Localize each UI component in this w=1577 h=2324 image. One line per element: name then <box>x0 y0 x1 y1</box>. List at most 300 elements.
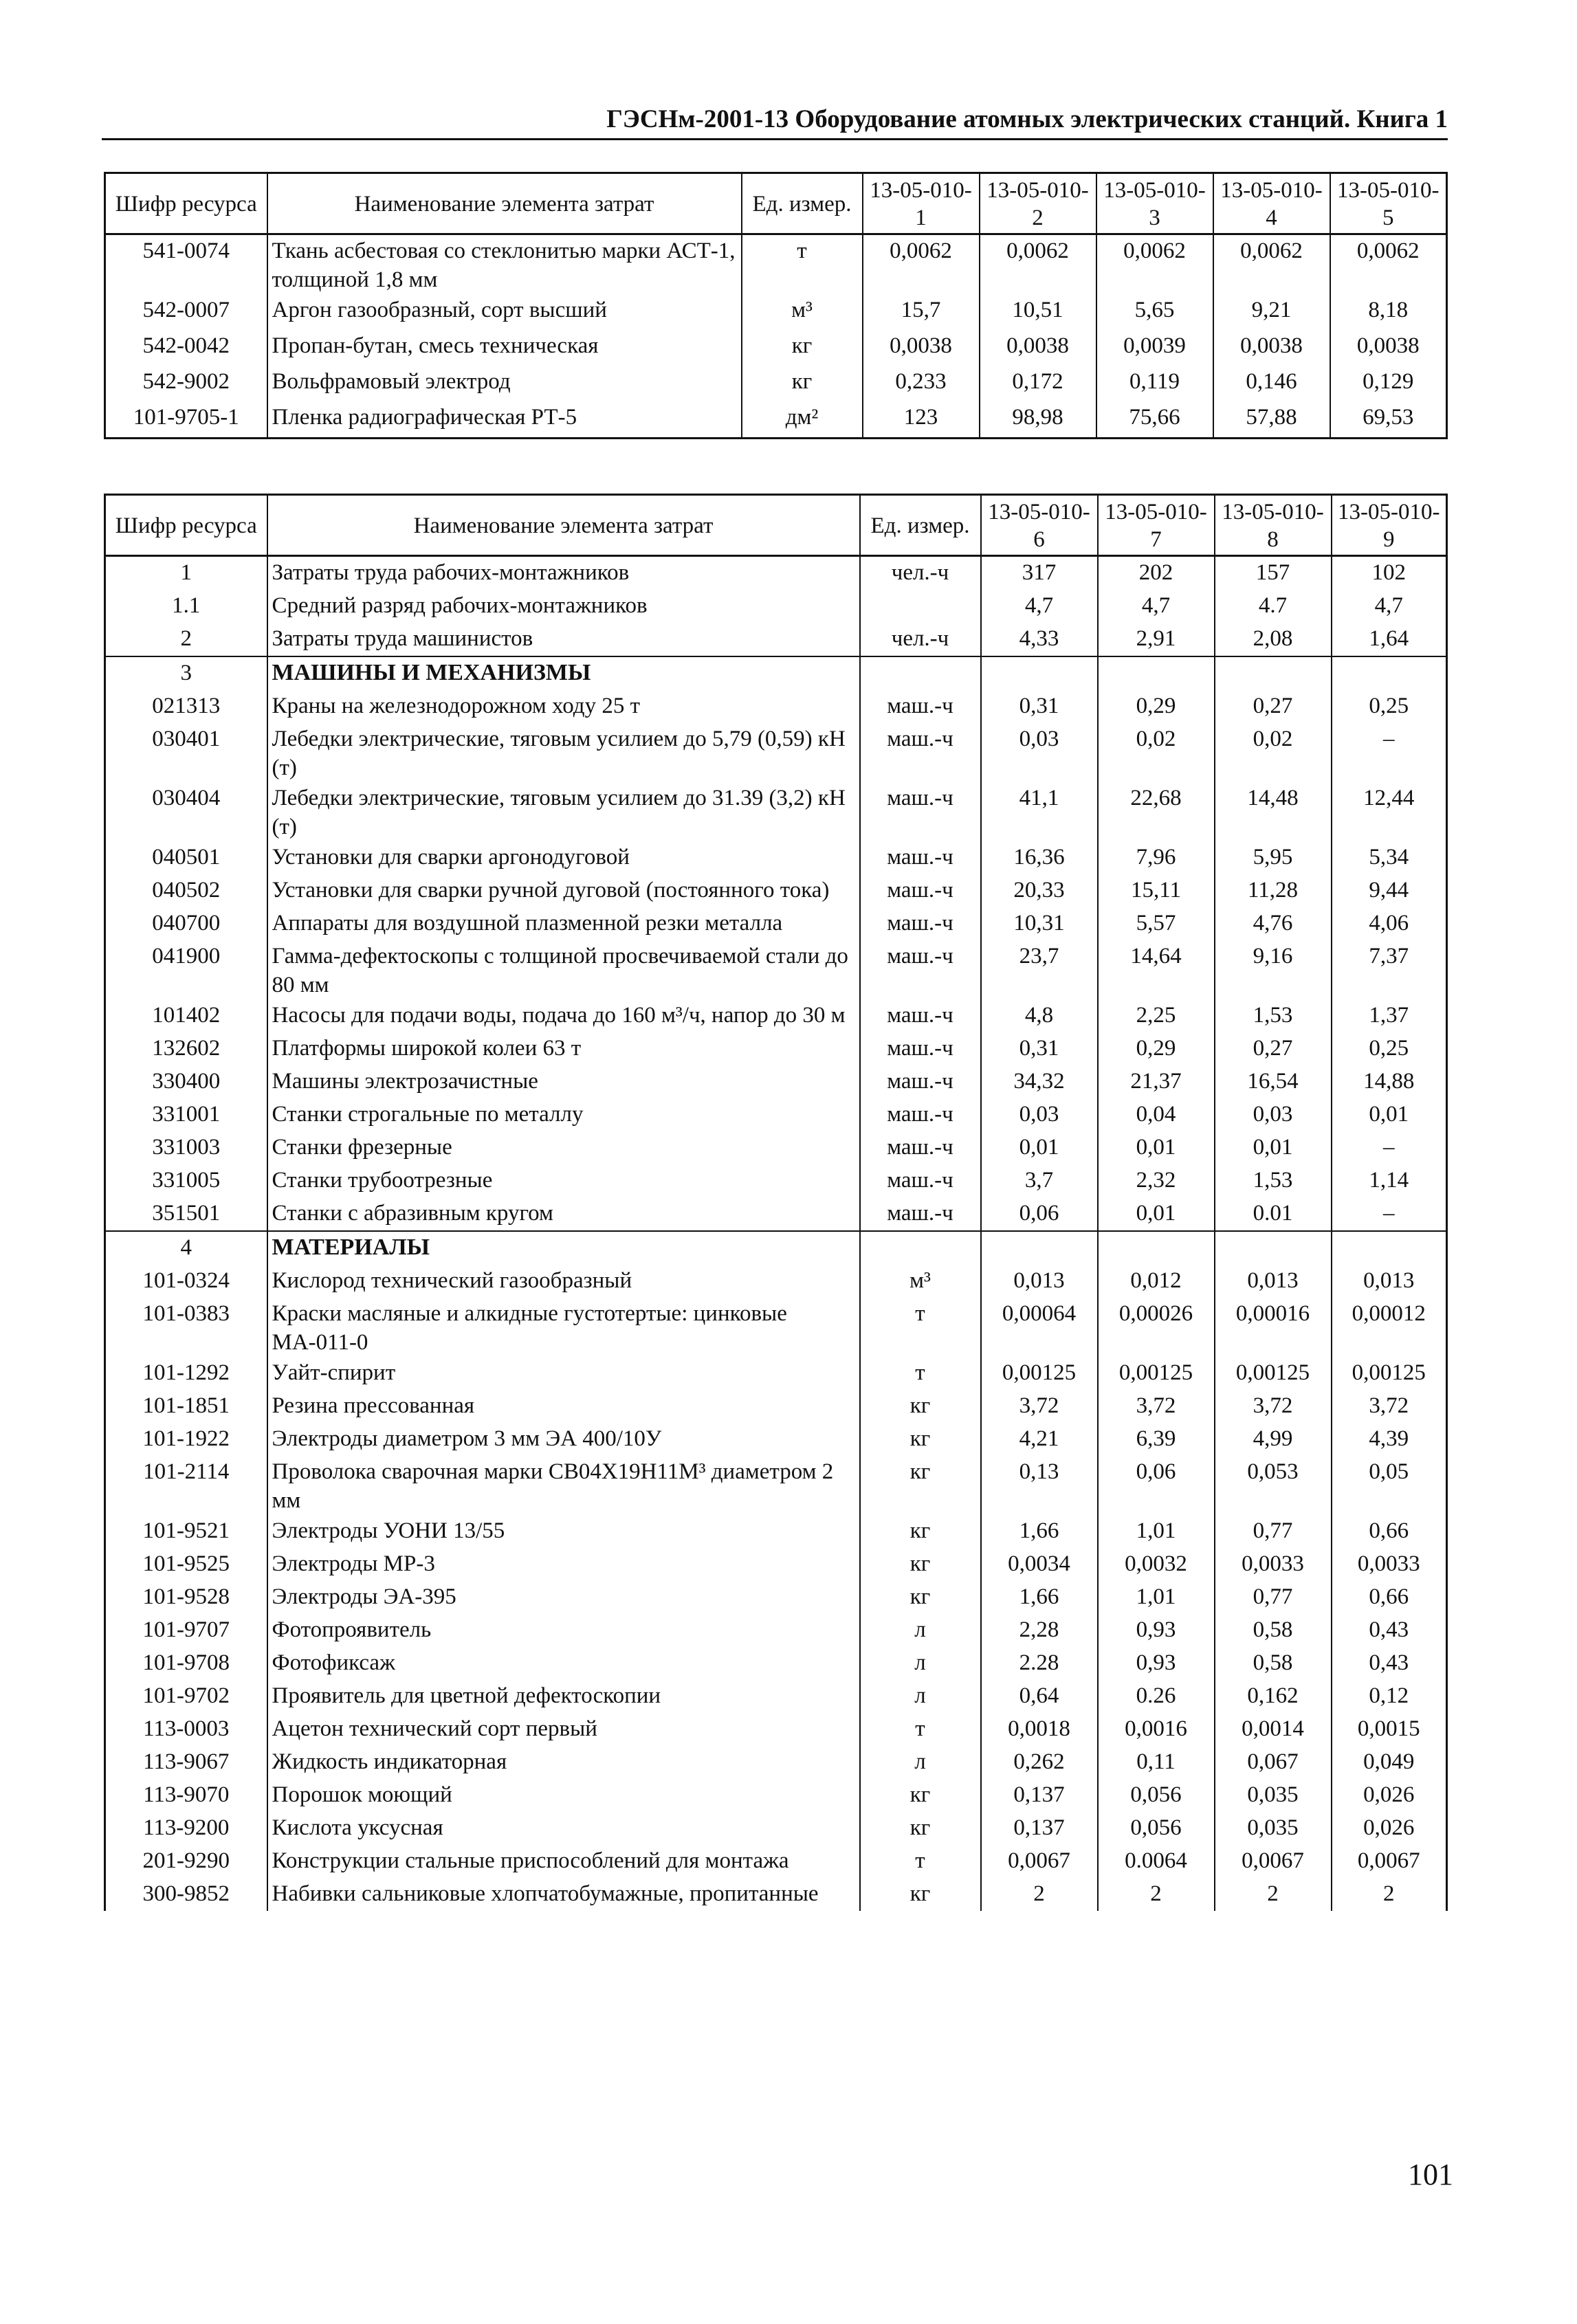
norm-value: 0,02 <box>1215 723 1332 782</box>
norm-value: 0,06 <box>1098 1456 1215 1515</box>
norm-value: 21,37 <box>1098 1065 1215 1098</box>
norm-value: 4,7 <box>1332 590 1447 623</box>
unit: маш.-ч <box>860 1032 981 1065</box>
norm-value: 1,01 <box>1098 1581 1215 1614</box>
resource-code: 101-9702 <box>105 1680 267 1713</box>
norm-value: 5,57 <box>1098 907 1215 940</box>
unit: кг <box>860 1423 981 1456</box>
norm-value: 5,65 <box>1096 294 1213 330</box>
resource-name: Жидкость индикаторная <box>267 1746 860 1779</box>
norm-value: 14,88 <box>1332 1065 1447 1098</box>
table-row <box>105 907 1447 940</box>
norm-value: 0,01 <box>1098 1131 1215 1164</box>
table-row <box>105 401 1447 439</box>
norm-value: 0,06 <box>981 1197 1098 1231</box>
norm-value: 41,1 <box>981 782 1098 841</box>
resource-code: 132602 <box>105 1032 267 1065</box>
unit: маш.-ч <box>860 1131 981 1164</box>
resource-name: Установки для сварки ручной дуговой (постоянного тока) <box>267 874 860 907</box>
resource-code: 2 <box>105 623 267 656</box>
norm-value: 4,76 <box>1215 907 1332 940</box>
norm-value: 0,00012 <box>1332 1298 1447 1357</box>
norm-value <box>1215 1231 1332 1265</box>
table-row <box>105 1647 1447 1680</box>
table-row <box>105 782 1447 841</box>
norm-value: 16,36 <box>981 841 1098 874</box>
norm-value: 0,067 <box>1215 1746 1332 1779</box>
resource-code: 101-1851 <box>105 1390 267 1423</box>
norm-value: 0,262 <box>981 1746 1098 1779</box>
norm-value: 7,37 <box>1332 940 1447 999</box>
unit <box>860 1231 981 1265</box>
norm-value: 0.01 <box>1215 1197 1332 1231</box>
norm-value: 0,00026 <box>1098 1298 1215 1357</box>
norm-value: 0,93 <box>1098 1647 1215 1680</box>
section-row <box>105 656 1447 690</box>
norm-value: 0.0064 <box>1098 1845 1215 1878</box>
norm-value: 23,7 <box>981 940 1098 999</box>
norm-value: 98,98 <box>980 401 1096 439</box>
norm-value: 3,72 <box>1215 1390 1332 1423</box>
norm-value: 0,0034 <box>981 1548 1098 1581</box>
resource-code: 331001 <box>105 1098 267 1131</box>
norm-value: 4,8 <box>981 999 1098 1032</box>
norm-value: 0,00016 <box>1215 1298 1332 1357</box>
norm-value: 4,33 <box>981 623 1098 656</box>
unit: л <box>860 1746 981 1779</box>
norm-value: 4,7 <box>981 590 1098 623</box>
resource-code: 331005 <box>105 1164 267 1197</box>
norm-value: 34,32 <box>981 1065 1098 1098</box>
resource-code: 542-0007 <box>105 294 267 330</box>
norm-value: 1,53 <box>1215 1164 1332 1197</box>
norm-value: 0,013 <box>1332 1265 1447 1298</box>
unit: кг <box>860 1779 981 1812</box>
resource-name: Конструкции стальные приспособлений для монтажа <box>267 1845 860 1878</box>
resource-name: Пленка радиографическая РТ-5 <box>267 401 742 439</box>
unit <box>860 590 981 623</box>
norm-value: 0,01 <box>981 1131 1098 1164</box>
unit: маш.-ч <box>860 874 981 907</box>
unit: маш.-ч <box>860 1098 981 1131</box>
resource-code: 101-9707 <box>105 1614 267 1647</box>
norm-value: 0,01 <box>1332 1098 1447 1131</box>
norm-value: 2 <box>1332 1878 1447 1911</box>
col-header-norm: 13-05-010-9 <box>1332 495 1447 556</box>
col-header-unit: Ед. измер. <box>742 173 863 234</box>
norm-value: 2,08 <box>1215 623 1332 656</box>
unit: кг <box>860 1390 981 1423</box>
resource-code: 101-9525 <box>105 1548 267 1581</box>
resource-name: Станки трубоотрезные <box>267 1164 860 1197</box>
unit: т <box>860 1357 981 1390</box>
norm-value: 0,27 <box>1215 690 1332 723</box>
resource-code: 040502 <box>105 874 267 907</box>
resource-name: Электроды диаметром 3 мм ЭА 400/10У <box>267 1423 860 1456</box>
norm-value: 0,27 <box>1215 1032 1332 1065</box>
norm-value: 3,72 <box>1332 1390 1447 1423</box>
table-row <box>105 723 1447 782</box>
unit: кг <box>860 1878 981 1911</box>
norm-value: 2 <box>1215 1878 1332 1911</box>
resource-code: 4 <box>105 1231 267 1265</box>
table-row <box>105 1878 1447 1911</box>
resource-name: Платформы широкой колеи 63 т <box>267 1032 860 1065</box>
table-row <box>105 1357 1447 1390</box>
norm-value: 0,0039 <box>1096 330 1213 366</box>
norm-value: 22,68 <box>1098 782 1215 841</box>
table-row <box>105 330 1447 366</box>
resource-code: 030401 <box>105 723 267 782</box>
norm-value: 0,026 <box>1332 1779 1447 1812</box>
norm-value: 0,0038 <box>1213 330 1330 366</box>
resource-name: Ацетон технический сорт первый <box>267 1713 860 1746</box>
col-header-code: Шифр ресурса <box>105 495 267 556</box>
norm-value: 0,0067 <box>1332 1845 1447 1878</box>
norm-value <box>1098 656 1215 690</box>
resource-name: Краны на железнодорожном ходу 25 т <box>267 690 860 723</box>
norm-value: 0,03 <box>981 1098 1098 1131</box>
table-row <box>105 294 1447 330</box>
norm-value: 0,43 <box>1332 1614 1447 1647</box>
norm-value: – <box>1332 723 1447 782</box>
norm-value: 4,06 <box>1332 907 1447 940</box>
norm-value: 14,64 <box>1098 940 1215 999</box>
resource-name: Пропан-бутан, смесь техническая <box>267 330 742 366</box>
table-row <box>105 1845 1447 1878</box>
resource-code: 101-9521 <box>105 1515 267 1548</box>
norm-value: 0,0067 <box>981 1845 1098 1878</box>
resource-name: Набивки сальниковые хлопчатобумажные, пропитанные <box>267 1878 860 1911</box>
norm-value: 1,53 <box>1215 999 1332 1032</box>
unit: т <box>860 1298 981 1357</box>
norm-value: 0,056 <box>1098 1812 1215 1845</box>
unit: кг <box>860 1456 981 1515</box>
norm-value: 8,18 <box>1330 294 1447 330</box>
unit: кг <box>742 366 863 401</box>
page-header <box>102 102 1448 140</box>
unit: т <box>860 1845 981 1878</box>
norm-value: 0,77 <box>1215 1515 1332 1548</box>
norm-value: 16,54 <box>1215 1065 1332 1098</box>
norm-value: 0,01 <box>1215 1131 1332 1164</box>
resource-name: Лебедки электрические, тяговым усилием до 31.39 (3,2) кН (т) <box>267 782 860 841</box>
norm-value: 0,25 <box>1332 1032 1447 1065</box>
norm-value: 1,37 <box>1332 999 1447 1032</box>
resource-name: Гамма-дефектоскопы с толщиной просвечиваемой стали до 80 мм <box>267 940 860 999</box>
norm-value: 0,0038 <box>863 330 980 366</box>
norm-value: 0,25 <box>1332 690 1447 723</box>
table-row <box>105 999 1447 1032</box>
unit: маш.-ч <box>860 940 981 999</box>
resource-code: 021313 <box>105 690 267 723</box>
norm-value: 0,035 <box>1215 1779 1332 1812</box>
resource-code: 542-9002 <box>105 366 267 401</box>
unit: маш.-ч <box>860 907 981 940</box>
norm-value <box>981 1231 1098 1265</box>
norm-value: 2,91 <box>1098 623 1215 656</box>
resource-code: 041900 <box>105 940 267 999</box>
col-header-name: Наименование элемента затрат <box>267 495 860 556</box>
norm-value: 4.7 <box>1215 590 1332 623</box>
norm-value: 0,172 <box>980 366 1096 401</box>
resource-code: 101-9528 <box>105 1581 267 1614</box>
table-row <box>105 234 1447 295</box>
norm-value: 0,13 <box>981 1456 1098 1515</box>
col-header-norm: 13-05-010-7 <box>1098 495 1215 556</box>
unit: маш.-ч <box>860 841 981 874</box>
col-header-unit: Ед. измер. <box>860 495 981 556</box>
norm-value: 0,0062 <box>863 234 980 295</box>
norm-value: 0,58 <box>1215 1614 1332 1647</box>
norm-value: 0,29 <box>1098 1032 1215 1065</box>
norm-value: 0,053 <box>1215 1456 1332 1515</box>
resource-name: Насосы для подачи воды, подача до 160 м³/ч, напор до 30 м <box>267 999 860 1032</box>
norm-value: 0,0062 <box>1330 234 1447 295</box>
norm-value: 10,51 <box>980 294 1096 330</box>
norm-value: 4,7 <box>1098 590 1215 623</box>
resource-code: 101-9705-1 <box>105 401 267 439</box>
norm-value: 123 <box>863 401 980 439</box>
norm-value: 0,049 <box>1332 1746 1447 1779</box>
table-2-body <box>105 556 1447 1912</box>
table-row <box>105 366 1447 401</box>
norm-value: 0,012 <box>1098 1265 1215 1298</box>
unit: кг <box>860 1515 981 1548</box>
resource-code: 541-0074 <box>105 234 267 295</box>
section-row <box>105 1231 1447 1265</box>
norm-value: 12,44 <box>1332 782 1447 841</box>
table-row <box>105 1098 1447 1131</box>
resource-name: Проявитель для цветной дефектоскопии <box>267 1680 860 1713</box>
norm-value: 9,16 <box>1215 940 1332 999</box>
resource-name: Машины электрозачистные <box>267 1065 860 1098</box>
norm-value: 0,013 <box>981 1265 1098 1298</box>
resource-code: 542-0042 <box>105 330 267 366</box>
norm-value: 11,28 <box>1215 874 1332 907</box>
table-row <box>105 1065 1447 1098</box>
norm-value: 317 <box>981 556 1098 590</box>
norm-value: 10,31 <box>981 907 1098 940</box>
norm-value: 0,0033 <box>1332 1548 1447 1581</box>
norm-value: 0,0038 <box>980 330 1096 366</box>
table-row <box>105 1032 1447 1065</box>
col-header-name: Наименование элемента затрат <box>267 173 742 234</box>
unit: м³ <box>860 1265 981 1298</box>
unit: кг <box>860 1548 981 1581</box>
norm-value: 20,33 <box>981 874 1098 907</box>
table-header-row <box>105 173 1447 234</box>
resource-code: 1 <box>105 556 267 590</box>
norm-value: 0,137 <box>981 1779 1098 1812</box>
norm-value: 2 <box>1098 1878 1215 1911</box>
norm-value: 0,00125 <box>981 1357 1098 1390</box>
resource-name: Резина прессованная <box>267 1390 860 1423</box>
norm-value: 14,48 <box>1215 782 1332 841</box>
page-header-title: ГЭСНм-2001-13 Оборудование атомных электрических станций. Книга 1 <box>606 105 1448 133</box>
norm-value: 0,00125 <box>1332 1357 1447 1390</box>
norm-value: 0,0062 <box>980 234 1096 295</box>
norm-value: 0,0062 <box>1096 234 1213 295</box>
norm-value: 0,31 <box>981 1032 1098 1065</box>
unit: маш.-ч <box>860 999 981 1032</box>
norm-value: 9,44 <box>1332 874 1447 907</box>
norm-value: 0,43 <box>1332 1647 1447 1680</box>
norm-value: 0,66 <box>1332 1515 1447 1548</box>
norm-value: 102 <box>1332 556 1447 590</box>
col-header-norm: 13-05-010-6 <box>981 495 1098 556</box>
resource-code: 113-9067 <box>105 1746 267 1779</box>
unit: дм² <box>742 401 863 439</box>
table-row <box>105 1390 1447 1423</box>
norm-value: – <box>1332 1197 1447 1231</box>
resource-name: Затраты труда рабочих-монтажников <box>267 556 860 590</box>
table-row <box>105 841 1447 874</box>
table-1-body <box>105 234 1447 439</box>
resource-code: 113-9070 <box>105 1779 267 1812</box>
norm-value: 4,21 <box>981 1423 1098 1456</box>
norm-value: 0,0018 <box>981 1713 1098 1746</box>
norm-value: 0,01 <box>1098 1197 1215 1231</box>
unit: кг <box>860 1812 981 1845</box>
resource-code: 101-1292 <box>105 1357 267 1390</box>
unit: чел.-ч <box>860 556 981 590</box>
norm-value: 2 <box>981 1878 1098 1911</box>
table-row <box>105 1581 1447 1614</box>
norm-value: 0,0032 <box>1098 1548 1215 1581</box>
norm-value: 3,72 <box>1098 1390 1215 1423</box>
unit: чел.-ч <box>860 623 981 656</box>
norm-value: 0,00064 <box>981 1298 1098 1357</box>
resource-name: Кислород технический газообразный <box>267 1265 860 1298</box>
col-header-norm: 13-05-010-5 <box>1330 173 1447 234</box>
table-row <box>105 623 1447 656</box>
table-row <box>105 1423 1447 1456</box>
resource-code: 101-1922 <box>105 1423 267 1456</box>
resource-code: 351501 <box>105 1197 267 1231</box>
resource-name: Электроды МР-3 <box>267 1548 860 1581</box>
unit <box>860 656 981 690</box>
unit: кг <box>742 330 863 366</box>
table-row <box>105 1265 1447 1298</box>
table-row <box>105 1713 1447 1746</box>
norm-value: 75,66 <box>1096 401 1213 439</box>
norm-value: 2,32 <box>1098 1164 1215 1197</box>
norm-value <box>1332 656 1447 690</box>
norm-value: 2.28 <box>981 1647 1098 1680</box>
norm-value: 0,00125 <box>1098 1357 1215 1390</box>
col-header-code: Шифр ресурса <box>105 173 267 234</box>
unit: кг <box>860 1581 981 1614</box>
col-header-norm: 13-05-010-1 <box>863 173 980 234</box>
resource-code: 040501 <box>105 841 267 874</box>
resource-code: 030404 <box>105 782 267 841</box>
table-row <box>105 1614 1447 1647</box>
resource-code: 331003 <box>105 1131 267 1164</box>
norm-value <box>1215 656 1332 690</box>
norm-value: 0,0062 <box>1213 234 1330 295</box>
table-row <box>105 690 1447 723</box>
table-row <box>105 1548 1447 1581</box>
norm-value: 0,58 <box>1215 1647 1332 1680</box>
resource-name: Фотофиксаж <box>267 1647 860 1680</box>
resource-name: Лебедки электрические, тяговым усилием до 5,79 (0,59) кН (т) <box>267 723 860 782</box>
resource-code: 1.1 <box>105 590 267 623</box>
resource-name: Установки для сварки аргонодуговой <box>267 841 860 874</box>
resource-code: 040700 <box>105 907 267 940</box>
norm-value: 202 <box>1098 556 1215 590</box>
resource-name: Фотопроявитель <box>267 1614 860 1647</box>
norm-value: 0,03 <box>981 723 1098 782</box>
col-header-norm: 13-05-010-8 <box>1215 495 1332 556</box>
table-row <box>105 1515 1447 1548</box>
unit: маш.-ч <box>860 782 981 841</box>
unit: маш.-ч <box>860 1197 981 1231</box>
norm-value: 0,035 <box>1215 1812 1332 1845</box>
norm-value: 1,64 <box>1332 623 1447 656</box>
table-row <box>105 556 1447 590</box>
resource-name: Электроды ЭА-395 <box>267 1581 860 1614</box>
resource-name: Кислота уксусная <box>267 1812 860 1845</box>
norm-value: 0,03 <box>1215 1098 1332 1131</box>
resource-code: 300-9852 <box>105 1878 267 1911</box>
resource-code: 101-2114 <box>105 1456 267 1515</box>
norm-value: 0,04 <box>1098 1098 1215 1131</box>
col-header-norm: 13-05-010-4 <box>1213 173 1330 234</box>
resource-code: 101402 <box>105 999 267 1032</box>
norm-value: 0,056 <box>1098 1779 1215 1812</box>
norm-value: 1,14 <box>1332 1164 1447 1197</box>
section-title: МАШИНЫ И МЕХАНИЗМЫ <box>267 656 860 690</box>
norm-value: 0,119 <box>1096 366 1213 401</box>
norm-value: 1,01 <box>1098 1515 1215 1548</box>
section-title: МАТЕРИАЛЫ <box>267 1231 860 1265</box>
resource-name: Станки с абразивным кругом <box>267 1197 860 1231</box>
table-row <box>105 1197 1447 1231</box>
norm-value: 0,02 <box>1098 723 1215 782</box>
table-row <box>105 940 1447 999</box>
resource-name: Станки фрезерные <box>267 1131 860 1164</box>
unit: л <box>860 1614 981 1647</box>
table-row <box>105 1298 1447 1357</box>
resource-name: Краски масляные и алкидные густотертые: цинковые МА-011-0 <box>267 1298 860 1357</box>
norm-value: 7,96 <box>1098 841 1215 874</box>
table-row <box>105 1779 1447 1812</box>
resource-name: Ткань асбестовая со стеклонитью марки АСТ-1, толщиной 1,8 мм <box>267 234 742 295</box>
norm-value: 1,66 <box>981 1581 1098 1614</box>
unit: т <box>860 1713 981 1746</box>
resource-code: 101-0383 <box>105 1298 267 1357</box>
norm-value: 69,53 <box>1330 401 1447 439</box>
resource-name: Средний разряд рабочих-монтажников <box>267 590 860 623</box>
norm-value: 157 <box>1215 556 1332 590</box>
resource-table-2 <box>104 494 1448 1911</box>
resource-name: Станки строгальные по металлу <box>267 1098 860 1131</box>
norm-value: 5,34 <box>1332 841 1447 874</box>
resource-code: 113-9200 <box>105 1812 267 1845</box>
norm-value: 57,88 <box>1213 401 1330 439</box>
norm-value: 3,7 <box>981 1164 1098 1197</box>
unit: маш.-ч <box>860 1065 981 1098</box>
norm-value: – <box>1332 1131 1447 1164</box>
resource-name: Затраты труда машинистов <box>267 623 860 656</box>
norm-value: 0,12 <box>1332 1680 1447 1713</box>
resource-name: Уайт-спирит <box>267 1357 860 1390</box>
norm-value: 0,0015 <box>1332 1713 1447 1746</box>
norm-value: 0,162 <box>1215 1680 1332 1713</box>
table-row <box>105 1131 1447 1164</box>
norm-value: 0,0014 <box>1215 1713 1332 1746</box>
